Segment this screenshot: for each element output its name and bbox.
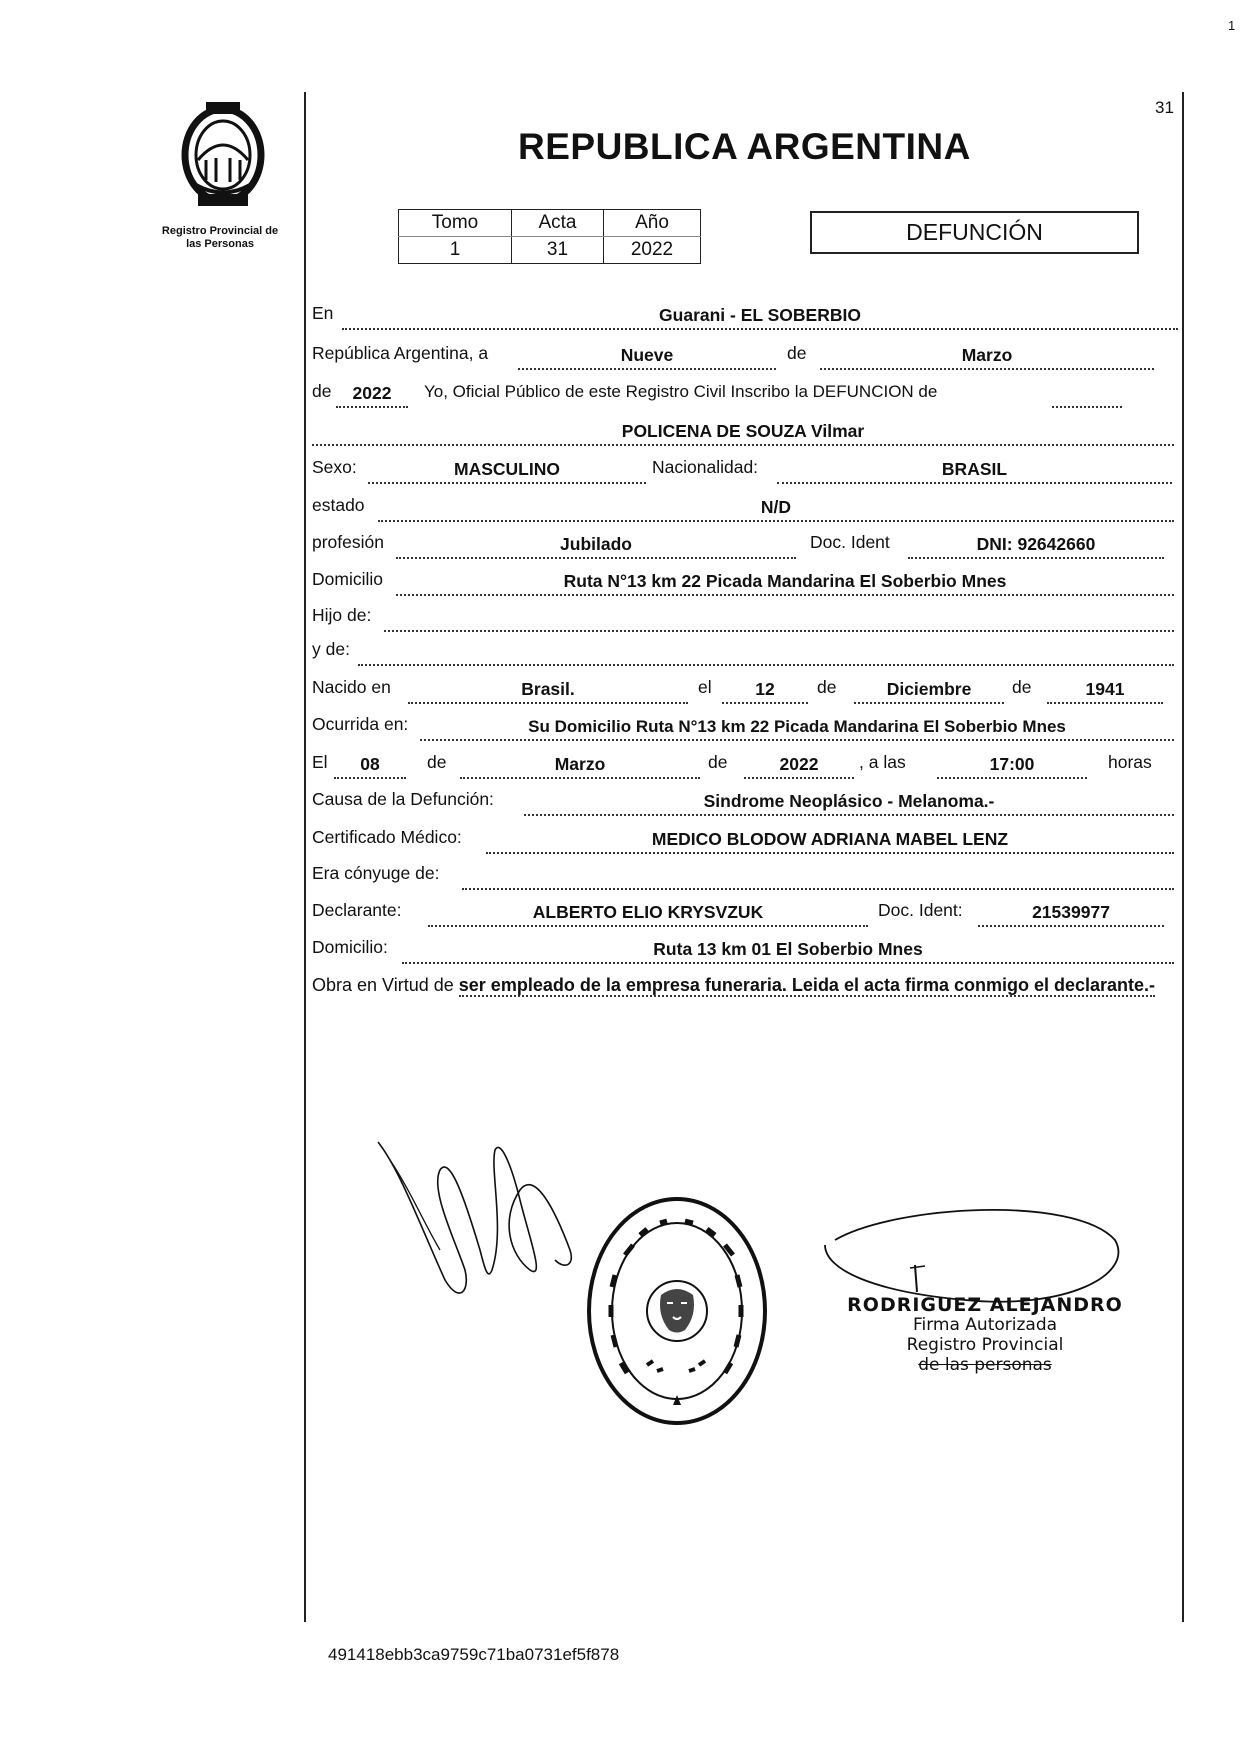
corner-mark: 1 (1228, 18, 1236, 33)
row-en: En Guarani - EL SOBERBIO (312, 296, 1178, 330)
declarante-domicilio-value: Ruta 13 km 01 El Soberbio Mnes (653, 939, 923, 959)
anio-value: 2022 (352, 383, 392, 403)
row-hijo: Hijo de: (312, 598, 1178, 632)
acta-header: Acta (512, 210, 604, 237)
row-nombre (312, 412, 1178, 446)
row-inscripcion: de 2022 Yo, Oficial Público de este Registro Civil Inscribo la DEFUNCION de (312, 374, 1178, 408)
row-nacimiento: Nacido en Brasil. el 12 de Diciembre de 1941 (312, 670, 1178, 704)
registry-label: Registro Provincial de las Personas (161, 225, 279, 250)
acta-value: 31 (512, 237, 604, 264)
domicilio-value: Ruta N°13 km 22 Picada Mandarina El Soberbio Mnes (563, 571, 1007, 591)
anio-value: 2022 (604, 237, 701, 264)
nac-mes-value: Diciembre (886, 679, 972, 699)
page-number: 31 (1155, 98, 1174, 117)
nac-dia-value: 12 (755, 679, 775, 699)
right-margin-line (1182, 92, 1184, 1622)
anio-header: Año (604, 210, 701, 237)
nac-anio-value: 1941 (1085, 679, 1125, 699)
row-y-de: y de: (312, 632, 1178, 666)
row-conyuge: Era cónyuge de: (312, 856, 1178, 890)
row-declarante: Declarante: ALBERTO ELIO KRYSVZUK Doc. Ident: 21539977 (312, 893, 1178, 927)
dia-value: Nueve (620, 345, 674, 365)
row-ocurrida: Ocurrida en: Su Domicilio Ruta N°13 km 22 Picada Mandarina El Soberbio Mnes (312, 707, 1178, 741)
nacido-lugar-value: Brasil. (521, 679, 575, 699)
declarante-doc-value: 21539977 (1032, 902, 1110, 922)
row-domicilio: Domicilio Ruta N°13 km 22 Picada Mandarina El Soberbio Mnes (312, 562, 1178, 596)
row-fecha-inscripcion: República Argentina, a Nueve de Marzo (312, 336, 1178, 370)
mes-value: Marzo (961, 345, 1013, 365)
official-role: Firma Autorizada (912, 1315, 1058, 1335)
act-type-box: DEFUNCIÓN (810, 211, 1139, 254)
row-sexo: Sexo: MASCULINO Nacionalidad: BRASIL (312, 450, 1178, 484)
def-dia-value: 08 (360, 754, 380, 774)
nombre-value: POLICENA DE SOUZA Vilmar (621, 421, 865, 441)
official-org-1: Registro Provincial (906, 1335, 1064, 1355)
sexo-value: MASCULINO (454, 459, 560, 479)
profesion-value: Jubilado (560, 534, 632, 554)
tomo-header: Tomo (399, 210, 512, 237)
reference-table (398, 209, 701, 264)
def-mes-value: Marzo (554, 754, 606, 774)
obra-value: ser empleado de la empresa funeraria. Leida el acta firma conmigo el declarante.- (458, 975, 1156, 995)
document-hash: 491418ebb3ca9759c71ba0731ef5f878 (328, 1645, 620, 1664)
row-estado: estado N/D (312, 488, 1178, 522)
ocurrida-value: Su Domicilio Ruta N°13 km 22 Picada Mandarina El Soberbio Mnes (528, 717, 1066, 736)
row-fecha-defuncion: El 08 de Marzo de 2022 , a las 17:00 horas (312, 745, 1178, 779)
official-block (845, 1295, 1125, 1375)
obra-en-virtud: Obra en Virtud de ser empleado de la empresa funeraria. Leida el acta firma conmigo el declarante.- (312, 975, 1156, 995)
causa-value: Sindrome Neoplásico - Melanoma.- (703, 791, 995, 811)
lugar-value: Guarani - EL SOBERBIO (659, 305, 861, 325)
row-declarante-domicilio: Domicilio: Ruta 13 km 01 El Soberbio Mnes (312, 930, 1178, 964)
declarante-value: ALBERTO ELIO KRYSVZUK (532, 902, 764, 922)
def-anio-value: 2022 (779, 754, 819, 774)
official-org-2: de las personas (918, 1355, 1052, 1375)
province-emblem (168, 100, 278, 210)
row-causa: Causa de la Defunción: Sindrome Neoplásico - Melanoma.- (312, 782, 1178, 816)
declarant-signature (370, 1130, 585, 1305)
official-stamp (585, 1195, 770, 1427)
page-title: REPUBLICA ARGENTINA (518, 126, 971, 167)
row-profesion: profesión Jubilado Doc. Ident DNI: 92642660 (312, 525, 1178, 559)
tomo-value: 1 (399, 237, 512, 264)
dni-value: DNI: 92642660 (976, 534, 1096, 554)
row-certificado: Certificado Médico: MEDICO BLODOW ADRIANA MABEL LENZ (312, 820, 1178, 854)
nacionalidad-value: BRASIL (941, 459, 1008, 479)
official-name: RODRIGUEZ ALEJANDRO (847, 1294, 1123, 1316)
hora-value: 17:00 (989, 754, 1035, 774)
certificado-value: MEDICO BLODOW ADRIANA MABEL LENZ (651, 829, 1009, 849)
estado-value: N/D (760, 497, 792, 517)
left-margin-line (304, 92, 306, 1622)
